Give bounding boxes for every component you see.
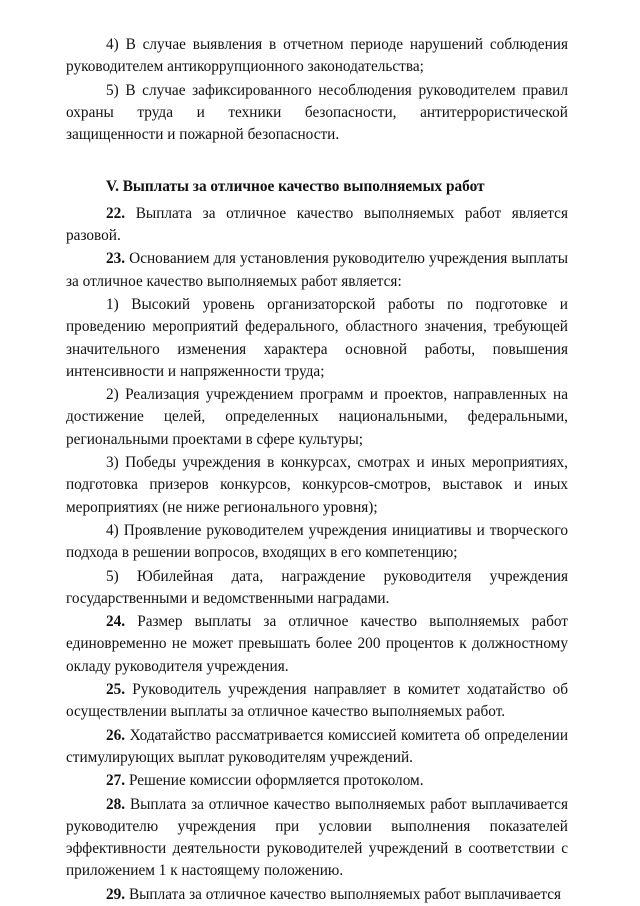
paragraph-number: 27. bbox=[106, 772, 126, 790]
paragraph-number: 29. bbox=[106, 885, 126, 903]
list-item-23-3: 3) Победы учреждения в конкурсах, смотрах и иных мероприятиях, подготовка призеров конкурсов, конкурсов-смотров, выставок и иных мероприятиях (не ниже регионального уровня); bbox=[66, 454, 568, 516]
paragraph-number: 22. bbox=[106, 204, 126, 222]
paragraph-text: Выплата за отличное качество выполняемых работ выплачивается руководителю учреждения при условии выполнения показателей эффективности деятельности руководителей учреждений в соответствии с приложением 1 к настоящему положению. bbox=[66, 795, 568, 880]
paragraph-29 bbox=[66, 884, 568, 906]
paragraph-22 bbox=[66, 203, 568, 248]
paragraph-number: 24. bbox=[106, 613, 126, 631]
paragraph-number: 26. bbox=[106, 726, 126, 744]
paragraph-24 bbox=[66, 611, 568, 678]
paragraph-number: 25. bbox=[106, 681, 126, 699]
paragraph-25 bbox=[66, 679, 568, 724]
list-item-5: 5) В случае зафиксированного несоблюдения руководителем правил охраны труда и техники безопасности, антитеррористической защищенности и пожарной безопасности. bbox=[66, 81, 568, 144]
paragraph-number: 28. bbox=[106, 795, 126, 813]
list-item-23-1: 1) Высокий уровень организаторской работы по подготовке и проведению мероприятий федерального, областного значения, требующей значительного изменения характера основной работы, повышения интенсивности и напряженности труда; bbox=[66, 295, 568, 380]
paragraph-text: Решение комиссии оформляется протоколом. bbox=[128, 772, 424, 790]
paragraph-text: Выплата за отличное качество выполняемых работ выплачивается bbox=[128, 885, 562, 903]
paragraph-23 bbox=[66, 248, 568, 293]
paragraph-text: Выплата за отличное качество выполняемых работ является разовой. bbox=[66, 204, 569, 245]
paragraph-26 bbox=[66, 725, 568, 770]
list-item-23-5: 5) Юбилейная дата, награждение руководителя учреждения государственными и ведомственными наградами. bbox=[66, 567, 568, 607]
paragraph-text: Размер выплаты за отличное качество выполняемых работ единовременно не может превышать более 200 процентов к должностному окладу руководителя учреждения. bbox=[66, 613, 568, 675]
paragraph-text: Ходатайство рассматривается комиссией комитета об определении стимулирующих выплат руководителям учреждений. bbox=[66, 726, 569, 766]
paragraph-number: 23. bbox=[106, 250, 126, 268]
list-item-23-4: 4) Проявление руководителем учреждения инициативы и творческого подхода в решении вопросов, входящих в его компетенцию; bbox=[66, 521, 568, 562]
list-item-23-2: 2) Реализация учреждением программ и проектов, направленных на достижение целей, определенных национальными, федеральными, региональными проектами в сфере культуры; bbox=[66, 386, 568, 448]
list-item-4: 4) В случае выявления в отчетном периоде нарушений соблюдения руководителем антикоррупционного законодательства; bbox=[66, 36, 568, 76]
paragraph-text: Основанием для установления руководителю учреждения выплаты за отличное качество выполняемых работ является: bbox=[66, 250, 568, 290]
paragraph-28 bbox=[66, 794, 568, 883]
paragraph-text: Руководитель учреждения направляет в комитет ходатайство об осуществлении выплаты за отличное качество выполняемых работ. bbox=[66, 681, 569, 721]
section-heading: V. Выплаты за отличное качество выполняемых работ bbox=[106, 178, 485, 196]
paragraph-27 bbox=[66, 770, 568, 792]
document-page bbox=[66, 34, 568, 906]
